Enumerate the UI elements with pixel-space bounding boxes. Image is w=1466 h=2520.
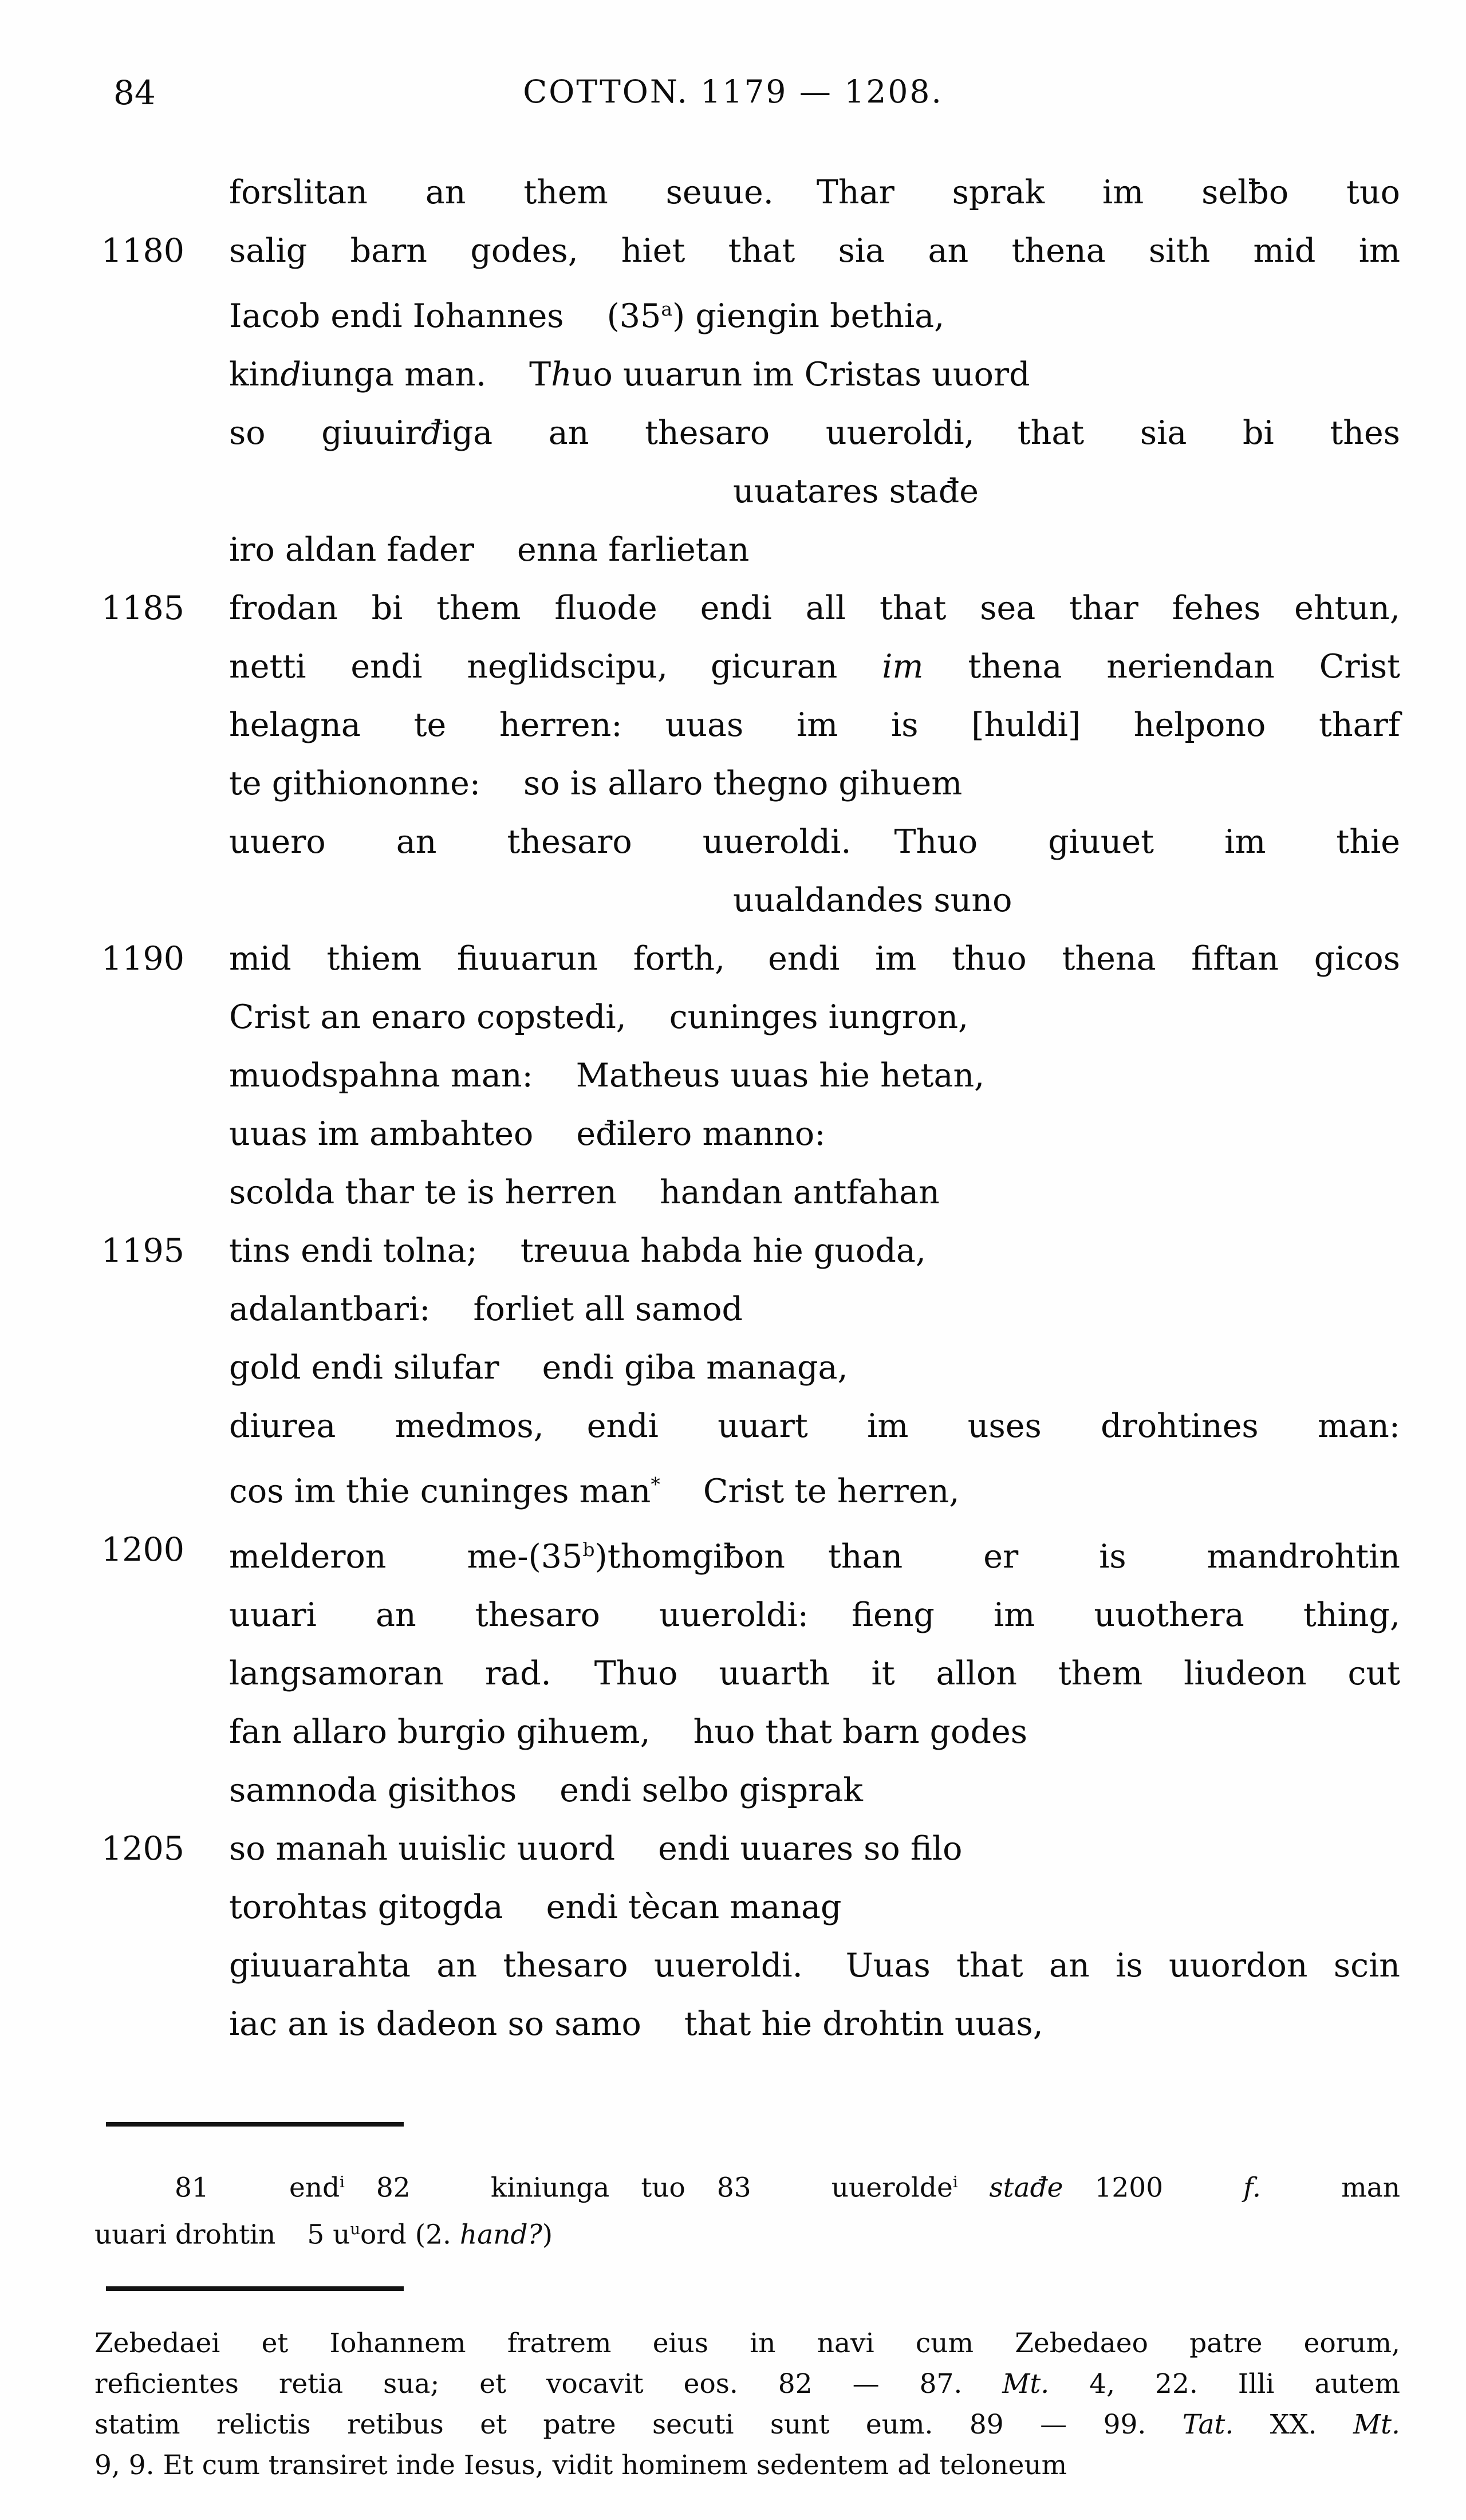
verse-line-text: Crist an enaro copstedi, cuninges iungron, xyxy=(229,998,969,1036)
text-line-content: 9, 9. Et cum transiret inde Iesus, vidit hominem sedentem ad teloneum xyxy=(94,2450,1067,2482)
verse-line-text: kindiunga man. Thuo uuarun im Cristas uuord xyxy=(229,356,1030,393)
verse-line-text: muodspahna man: Matheus uuas hie hetan, xyxy=(229,1057,985,1094)
verse-line xyxy=(94,1644,1400,1703)
verse-line xyxy=(94,637,1400,696)
verse-line xyxy=(94,1703,1400,1761)
verse-line-text: fan allaro burgio gihuem, huo that barn godes xyxy=(229,1713,1027,1751)
text-line xyxy=(94,2162,1400,2209)
verse-line-number: 1185 xyxy=(101,589,185,627)
verse-line-text: so manah uuislic uuord endi uuares so filo xyxy=(229,1830,963,1868)
verse-line-text: uualdandes suno xyxy=(733,881,1012,919)
verse-line xyxy=(94,696,1400,754)
running-head-title: COTTON. 1179 — 1208. xyxy=(523,73,943,110)
verse-line xyxy=(94,1222,1400,1280)
verse-line xyxy=(94,930,1400,988)
verse-line-text: Iacob endi Iohannes (35$^a$) giengin bethia, xyxy=(229,297,945,335)
verse-line xyxy=(94,280,1400,345)
commentary-separator-rule xyxy=(106,2286,404,2291)
latin-commentary-block xyxy=(94,2323,1400,2486)
verse-line xyxy=(94,1936,1400,1995)
verse-line-text: salig barn godes, hiet that sia an thena sith mid im xyxy=(229,232,1400,270)
text-line-content: statim relictis retibus et patre secuti sunt eum. 89 — 99. Tat. XX. Mt. xyxy=(94,2409,1400,2441)
text-line-content: 81 end$^i$ 82 kiniunga tuo 83 uuerolde$^i$ stađe 1200 f. man xyxy=(175,2172,1400,2204)
verse-line xyxy=(94,521,1400,579)
verse-line-text: so giuuirđiga an thesaro uueroldi, that sia bi thes xyxy=(229,414,1400,452)
text-line xyxy=(94,2445,1400,2486)
verse-block xyxy=(94,163,1400,2053)
verse-line-text: scolda thar te is herren handan antfahan xyxy=(229,1174,940,1211)
verse-line xyxy=(94,404,1400,462)
verse-line xyxy=(94,1163,1400,1222)
verse-line-text: samnoda gisithos endi selbo gisprak xyxy=(229,1771,863,1809)
verse-line-text: uuas im ambahteo eđilero manno: xyxy=(229,1115,826,1153)
text-line-content: Zebedaei et Iohannem fratrem eius in navi cum Zebedaeo patre eorum, xyxy=(94,2328,1400,2360)
verse-line xyxy=(94,579,1400,637)
verse-line-text: langsamoran rad. Thuo uuarth it allon them liudeon cut xyxy=(229,1655,1400,1692)
verse-line-number: 1190 xyxy=(101,940,185,978)
verse-line-text: melderon me-(35$^b$)thomgiƀon than er is mandrohtin xyxy=(229,1538,1401,1576)
verse-line-number: 1180 xyxy=(101,232,185,270)
page-number: 84 xyxy=(113,73,156,112)
text-line xyxy=(94,2323,1400,2364)
apparatus-separator-rule xyxy=(106,2122,404,2127)
verse-line-text: giuuarahta an thesaro uueroldi. Uuas that an is uuordon scin xyxy=(229,1947,1401,1984)
verse-line xyxy=(94,222,1400,280)
verse-line-text: iac an is dadeon so samo that hie drohtin uuas, xyxy=(229,2005,1043,2043)
verse-line-text: adalantbari: forliet all samod xyxy=(229,1290,743,1328)
verse-line-text: uuero an thesaro uueroldi. Thuo giuuet im thie xyxy=(229,823,1401,861)
verse-line-number: 1205 xyxy=(101,1830,185,1868)
verse-line xyxy=(94,1586,1400,1644)
verse-line-text: uuari an thesaro uueroldi: fieng im uuothera thing, xyxy=(229,1596,1400,1634)
verse-line-text: iro aldan fader enna farlietan xyxy=(229,531,750,569)
verse-line xyxy=(94,871,1400,930)
verse-line-text: mid thiem fiuuarun forth, endi im thuo thena fiftan gicos xyxy=(229,940,1400,978)
verse-line xyxy=(94,1995,1400,2053)
apparatus-block xyxy=(94,2162,1400,2255)
verse-line xyxy=(94,1280,1400,1338)
verse-line-number: 1195 xyxy=(101,1232,185,1270)
verse-line xyxy=(94,1397,1400,1455)
verse-line xyxy=(94,1521,1400,1586)
verse-line-text: helagna te herren: uuas im is [huldi] helpono tharf xyxy=(229,706,1400,744)
verse-line xyxy=(94,1761,1400,1820)
verse-line-text: gold endi silufar endi giba managa, xyxy=(229,1349,848,1387)
verse-line-number: 1200 xyxy=(101,1531,185,1569)
verse-line xyxy=(94,163,1400,222)
verse-line xyxy=(94,462,1400,521)
verse-line xyxy=(94,754,1400,813)
verse-line xyxy=(94,1878,1400,1936)
text-line xyxy=(94,2209,1400,2256)
verse-line xyxy=(94,1820,1400,1878)
text-line xyxy=(94,2364,1400,2404)
verse-line-text: torohtas gitogda endi tècan manag xyxy=(229,1888,842,1926)
page-content xyxy=(94,163,1400,2486)
verse-line xyxy=(94,813,1400,871)
verse-line-text: te githiononne: so is allaro thegno gihuem xyxy=(229,765,963,802)
verse-line-text: frodan bi them fluode endi all that sea thar fehes ehtun, xyxy=(229,589,1400,627)
verse-line xyxy=(94,1455,1400,1521)
verse-line xyxy=(94,1046,1400,1105)
verse-line-text: forslitan an them seuue. Thar sprak im selƀo tuo xyxy=(229,174,1400,211)
text-line xyxy=(94,2404,1400,2445)
page-header xyxy=(0,0,1466,136)
verse-line xyxy=(94,1105,1400,1163)
verse-line xyxy=(94,1338,1400,1397)
text-line-content: uuari drohtin 5 $u^uord$ (2. hand?) xyxy=(94,2219,553,2251)
verse-line-text: cos im thie cuninges man* Crist te herren, xyxy=(229,1472,960,1510)
verse-line-text: uuatares stađe xyxy=(733,472,979,510)
verse-line-text: diurea medmos, endi uuart im uses drohtines man: xyxy=(229,1407,1400,1445)
text-line-content: reficientes retia sua; et vocavit eos. 82 — 87. Mt. 4, 22. Illi autem xyxy=(94,2368,1400,2400)
verse-line xyxy=(94,345,1400,404)
verse-line-text: tins endi tolna; treuua habda hie guoda, xyxy=(229,1232,926,1270)
verse-line xyxy=(94,988,1400,1046)
verse-line-text: netti endi neglidscipu, gicuran im thena neriendan Crist xyxy=(229,648,1400,686)
